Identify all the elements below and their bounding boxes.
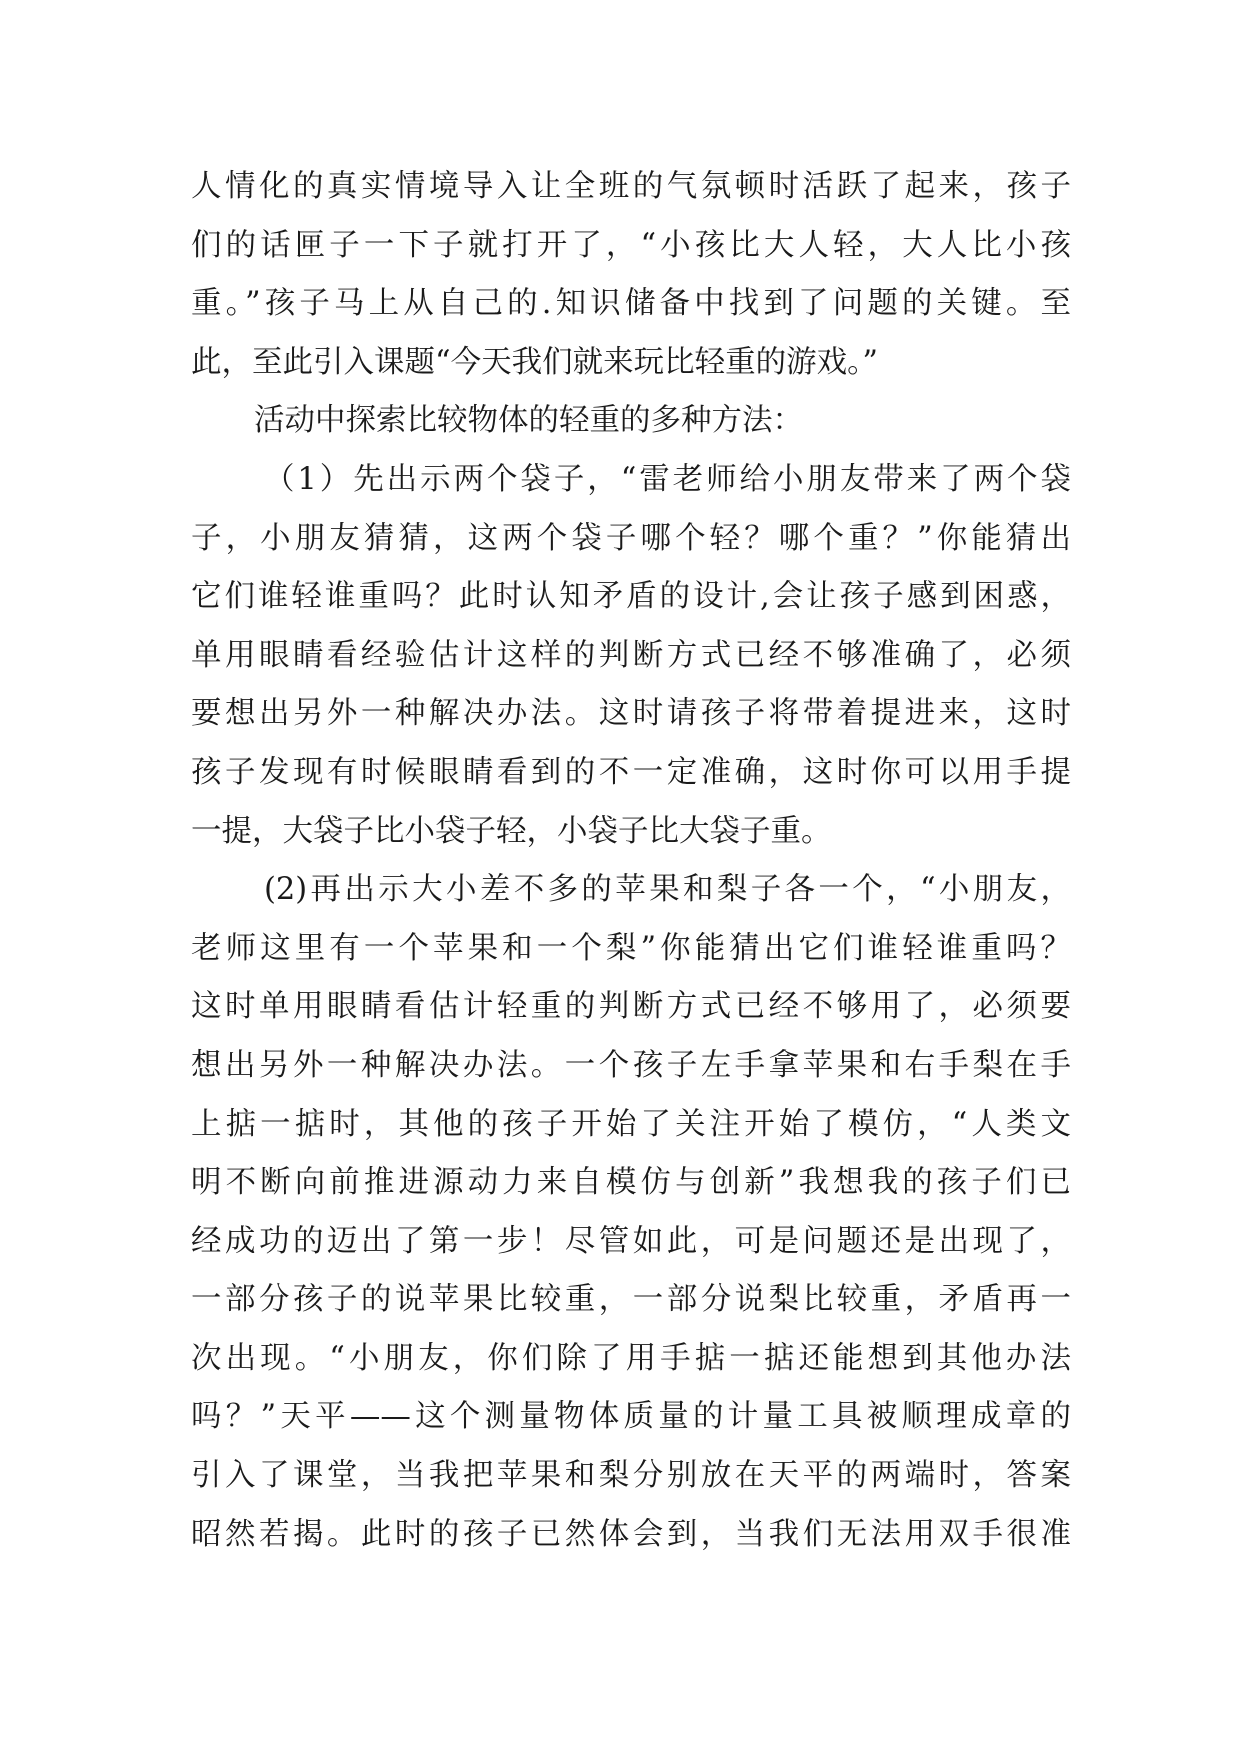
text-line: （1）先出示两个袋子，“雷老师给小朋友带来了两个袋 (264, 461, 1071, 497)
text-line: 它们谁轻谁重吗？此时认知矛盾的设计,会让孩子感到困惑， (191, 579, 1071, 615)
text-line: 一部分孩子的说苹果比较重，一部分说梨比较重，矛盾再一 (191, 1282, 1071, 1318)
text-line: 此，至此引入课题“今天我们就来玩比轻重的游戏。” (191, 344, 878, 380)
text-line: 老师这里有一个苹果和一个梨”你能猜出它们谁轻谁重吗？ (191, 930, 1071, 966)
body-text (191, 158, 1071, 1564)
text-line: (2)再出示大小差不多的苹果和梨子各一个，“小朋友， (264, 872, 1071, 908)
text-line: 上掂一掂时，其他的孩子开始了关注开始了模仿，“人类文 (191, 1106, 1071, 1142)
text-line: 这时单用眼睛看估计轻重的判断方式已经不够用了，必须要 (191, 989, 1071, 1025)
text-line: 活动中探索比较物体的轻重的多种方法： (254, 403, 803, 439)
text-line: 人情化的真实情境导入让全班的气氛顿时活跃了起来，孩子 (191, 169, 1071, 204)
text-line: 要想出另外一种解决办法。这时请孩子将带着提进来，这时 (191, 696, 1071, 732)
text-line: 经成功的迈出了第一步！尽管如此，可是问题还是出现了， (191, 1223, 1071, 1259)
text-line: 吗？”天平——这个测量物体质量的计量工具被顺理成章的 (191, 1399, 1071, 1435)
text-line: 想出另外一种解决办法。一个孩子左手拿苹果和右手梨在手 (191, 1047, 1071, 1083)
text-line: 单用眼睛看经验估计这样的判断方式已经不够准确了，必须 (191, 637, 1071, 673)
text-line: 明不断向前推进源动力来自模仿与创新”我想我的孩子们已 (191, 1165, 1071, 1201)
text-line: 孩子发现有时候眼睛看到的不一定准确，这时你可以用手提 (191, 754, 1071, 790)
text-line: 引入了课堂，当我把苹果和梨分别放在天平的两端时，答案 (191, 1458, 1071, 1494)
text-line: 子，小朋友猜猜，这两个袋子哪个轻？哪个重？”你能猜出 (191, 520, 1071, 556)
text-line: 重。”孩子马上从自己的.知识储备中找到了问题的关键。至 (191, 286, 1071, 322)
text-line: 次出现。“小朋友，你们除了用手掂一掂还能想到其他办法 (191, 1340, 1071, 1376)
text-line: 们的话匣子一下子就打开了，“小孩比大人轻，大人比小孩 (191, 227, 1071, 263)
text-line: 昭然若揭。此时的孩子已然体会到，当我们无法用双手很准 (191, 1516, 1071, 1552)
text-line: 一提，大袋子比小袋子轻，小袋子比大袋子重。 (191, 813, 832, 849)
